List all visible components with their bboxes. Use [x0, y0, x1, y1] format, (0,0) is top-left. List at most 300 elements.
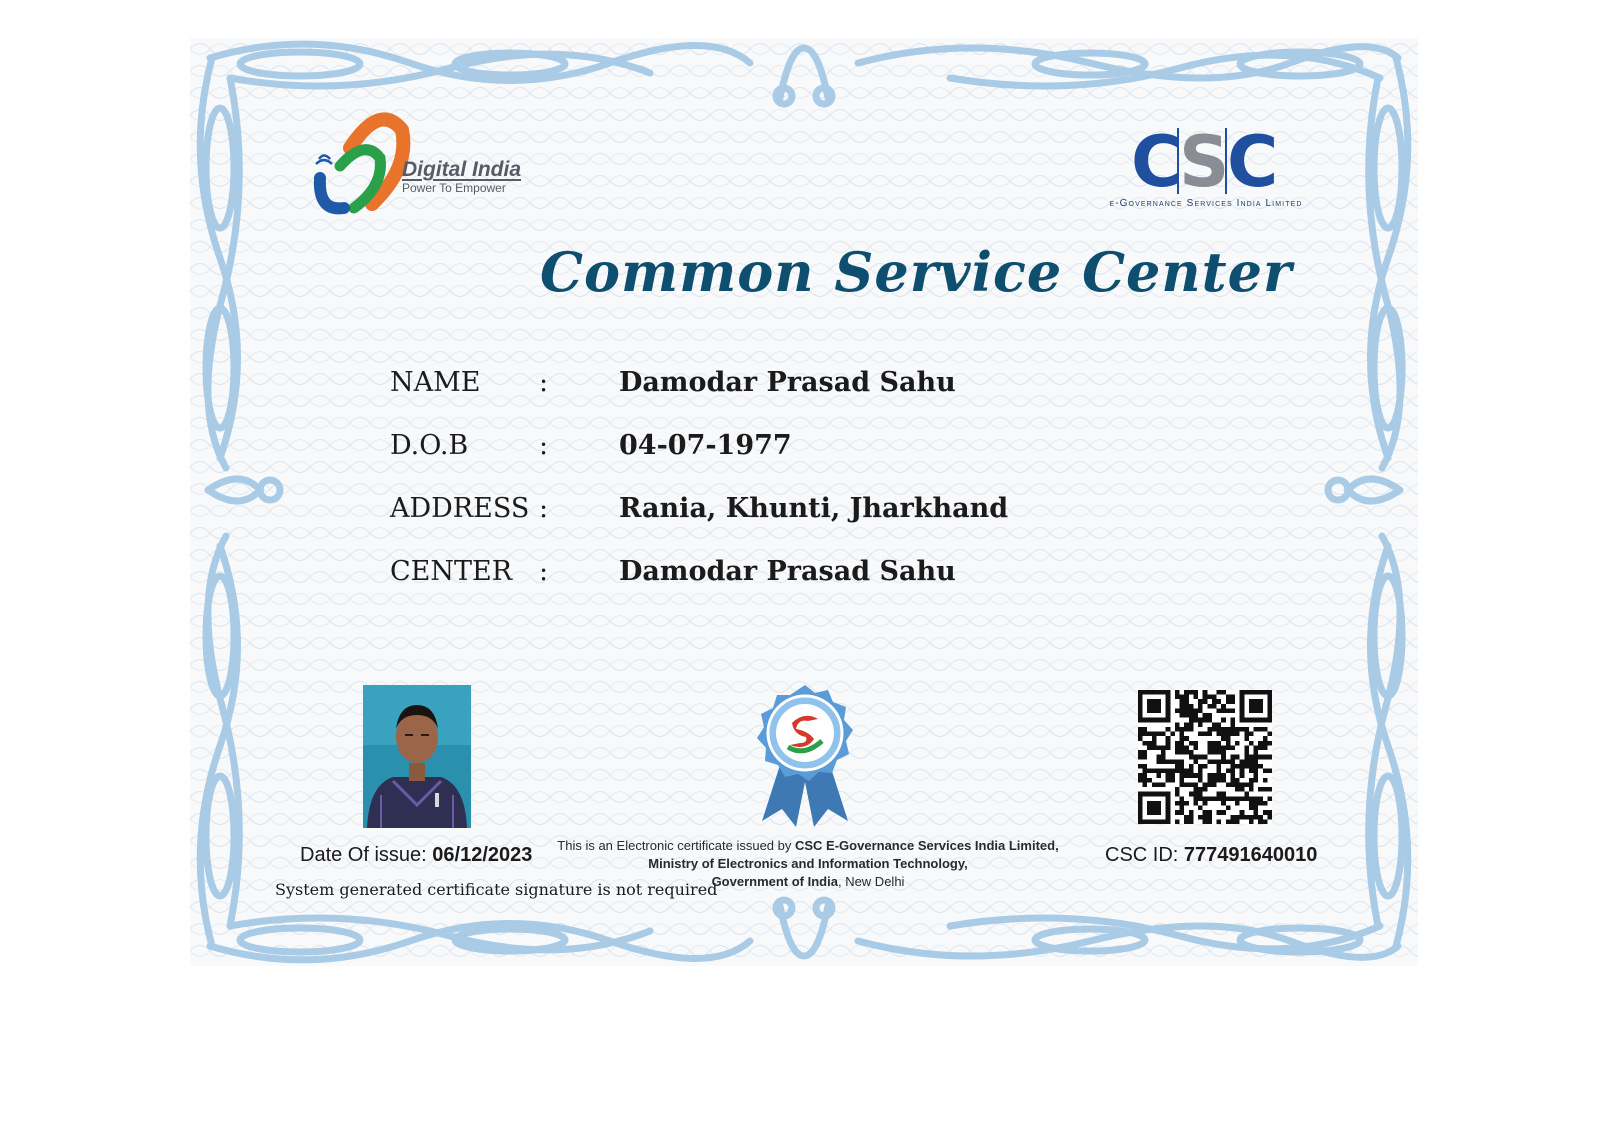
qr-module — [1166, 741, 1171, 746]
qr-module — [1254, 796, 1259, 801]
qr-module — [1221, 718, 1226, 723]
qr-module — [1184, 704, 1189, 709]
qr-module — [1193, 792, 1198, 797]
qr-module — [1221, 732, 1226, 737]
qr-module — [1244, 782, 1249, 787]
qr-module — [1212, 750, 1217, 755]
qr-module — [1193, 755, 1198, 760]
digital-india-title: Digital India — [402, 158, 522, 181]
qr-module — [1263, 755, 1268, 760]
qr-module — [1156, 745, 1161, 750]
qr-module — [1189, 690, 1194, 695]
qr-module — [1244, 732, 1249, 737]
csc-id-line — [1105, 844, 1317, 867]
qr-module — [1170, 773, 1175, 778]
qr-module — [1207, 773, 1212, 778]
qr-module — [1143, 773, 1148, 778]
qr-module — [1230, 708, 1235, 713]
qr-module — [1180, 704, 1185, 709]
qr-module — [1263, 736, 1268, 741]
qr-module — [1180, 727, 1185, 732]
qr-code — [1138, 690, 1272, 824]
qr-module — [1244, 750, 1249, 755]
qr-module — [1203, 713, 1208, 718]
qr-module — [1207, 741, 1212, 746]
qr-module — [1207, 759, 1212, 764]
qr-module — [1221, 704, 1226, 709]
qr-module — [1221, 759, 1226, 764]
qr-module — [1212, 699, 1217, 704]
qr-module — [1198, 704, 1203, 709]
qr-module — [1152, 736, 1157, 741]
qr-module — [1263, 810, 1268, 815]
qr-module — [1175, 708, 1180, 713]
qr-module — [1258, 764, 1263, 769]
digital-india-tagline: Power To Empower — [402, 181, 506, 195]
qr-module — [1235, 787, 1240, 792]
qr-module — [1189, 713, 1194, 718]
qr-module — [1254, 755, 1259, 760]
qr-module — [1184, 769, 1189, 774]
qr-module — [1166, 736, 1171, 741]
qr-module — [1212, 778, 1217, 783]
qr-module — [1240, 727, 1245, 732]
qr-module — [1230, 755, 1235, 760]
qr-module — [1212, 796, 1217, 801]
qr-module — [1221, 727, 1226, 732]
qr-module — [1207, 704, 1212, 709]
qr-module — [1212, 704, 1217, 709]
qr-module — [1198, 722, 1203, 727]
qr-module — [1198, 769, 1203, 774]
qr-module — [1189, 755, 1194, 760]
qr-module — [1175, 722, 1180, 727]
qr-module — [1161, 745, 1166, 750]
field-label: NAME — [390, 367, 481, 398]
qr-module — [1230, 819, 1235, 824]
field-colon: : — [539, 556, 549, 587]
qr-module — [1217, 741, 1222, 746]
qr-module — [1175, 810, 1180, 815]
qr-module — [1198, 787, 1203, 792]
qr-module — [1221, 750, 1226, 755]
qr-module — [1230, 769, 1235, 774]
qr-module — [1226, 732, 1231, 737]
qr-module — [1184, 745, 1189, 750]
qr-module — [1244, 745, 1249, 750]
qr-module — [1189, 727, 1194, 732]
qr-module — [1207, 796, 1212, 801]
qr-module — [1235, 732, 1240, 737]
qr-module — [1217, 699, 1222, 704]
issuer-statement — [540, 837, 1076, 891]
qr-module — [1226, 806, 1231, 811]
qr-module — [1207, 750, 1212, 755]
qr-module — [1198, 773, 1203, 778]
csc-rosette-seal — [752, 685, 858, 827]
qr-module — [1189, 750, 1194, 755]
qr-module — [1267, 810, 1272, 815]
qr-module — [1184, 722, 1189, 727]
qr-module — [1217, 769, 1222, 774]
qr-module — [1254, 810, 1259, 815]
qr-module — [1147, 745, 1152, 750]
qr-module — [1138, 732, 1143, 737]
qr-module — [1230, 732, 1235, 737]
qr-module — [1198, 778, 1203, 783]
qr-module — [1226, 759, 1231, 764]
qr-module — [1263, 778, 1268, 783]
qr-module — [1147, 732, 1152, 737]
qr-module — [1180, 732, 1185, 737]
qr-module — [1217, 778, 1222, 783]
qr-module — [1193, 759, 1198, 764]
qr-module — [1175, 690, 1180, 695]
qr-module — [1230, 727, 1235, 732]
qr-module — [1138, 750, 1143, 755]
qr-module — [1198, 792, 1203, 797]
qr-module — [1207, 778, 1212, 783]
qr-module — [1249, 801, 1254, 806]
qr-module — [1221, 736, 1226, 741]
qr-module — [1212, 773, 1217, 778]
qr-module — [1207, 815, 1212, 820]
qr-module — [1254, 764, 1259, 769]
csc-id-value: 777491640010 — [1183, 844, 1318, 866]
qr-module — [1184, 736, 1189, 741]
field-label: CENTER — [390, 556, 513, 587]
qr-module — [1203, 755, 1208, 760]
csc-logo-letter-3: C — [1227, 124, 1279, 198]
qr-module — [1143, 741, 1148, 746]
qr-module — [1175, 787, 1180, 792]
qr-module — [1184, 819, 1189, 824]
qr-module — [1235, 778, 1240, 783]
qr-module — [1184, 699, 1189, 704]
qr-module — [1147, 778, 1152, 783]
qr-module — [1175, 764, 1180, 769]
qr-module — [1217, 745, 1222, 750]
qr-module — [1226, 741, 1231, 746]
qr-module — [1189, 741, 1194, 746]
qr-module — [1226, 695, 1231, 700]
qr-module — [1180, 769, 1185, 774]
qr-module — [1221, 810, 1226, 815]
qr-module — [1249, 796, 1254, 801]
qr-finder — [1249, 699, 1263, 713]
qr-module — [1240, 759, 1245, 764]
qr-module — [1180, 796, 1185, 801]
qr-module — [1235, 727, 1240, 732]
qr-module — [1152, 741, 1157, 746]
qr-module — [1235, 801, 1240, 806]
qr-module — [1189, 810, 1194, 815]
qr-module — [1258, 819, 1263, 824]
issuer-line3-gov: Government of India — [711, 874, 838, 889]
qr-module — [1244, 792, 1249, 797]
qr-module — [1244, 736, 1249, 741]
qr-module — [1143, 778, 1148, 783]
qr-module — [1203, 801, 1208, 806]
qr-module — [1221, 755, 1226, 760]
qr-module — [1180, 708, 1185, 713]
qr-module — [1143, 750, 1148, 755]
qr-module — [1263, 787, 1268, 792]
qr-module — [1207, 782, 1212, 787]
qr-module — [1170, 778, 1175, 783]
qr-module — [1254, 773, 1259, 778]
qr-module — [1235, 764, 1240, 769]
qr-module — [1221, 796, 1226, 801]
qr-module — [1244, 796, 1249, 801]
qr-module — [1189, 815, 1194, 820]
qr-module — [1166, 759, 1171, 764]
qr-module — [1207, 695, 1212, 700]
qr-module — [1180, 764, 1185, 769]
qr-module — [1203, 810, 1208, 815]
qr-module — [1230, 745, 1235, 750]
qr-module — [1184, 708, 1189, 713]
qr-module — [1156, 782, 1161, 787]
qr-module — [1138, 755, 1143, 760]
qr-module — [1198, 764, 1203, 769]
qr-module — [1152, 745, 1157, 750]
qr-module — [1217, 732, 1222, 737]
qr-module — [1156, 755, 1161, 760]
qr-module — [1244, 727, 1249, 732]
qr-module — [1230, 796, 1235, 801]
qr-module — [1189, 704, 1194, 709]
qr-module — [1212, 759, 1217, 764]
issue-date-value: 06/12/2023 — [432, 844, 533, 866]
qr-module — [1156, 769, 1161, 774]
issuer-line1-org: CSC E-Governance Services India Limited, — [795, 838, 1059, 853]
qr-module — [1180, 773, 1185, 778]
qr-module — [1166, 773, 1171, 778]
qr-module — [1267, 815, 1272, 820]
qr-module — [1193, 708, 1198, 713]
qr-module — [1175, 750, 1180, 755]
qr-module — [1143, 782, 1148, 787]
qr-module — [1226, 796, 1231, 801]
field-label: ADDRESS — [390, 493, 530, 524]
qr-module — [1161, 755, 1166, 760]
qr-module — [1244, 755, 1249, 760]
qr-module — [1254, 745, 1259, 750]
field-value-name: Damodar Prasad Sahu — [619, 367, 956, 398]
qr-module — [1249, 819, 1254, 824]
qr-module — [1198, 755, 1203, 760]
qr-module — [1258, 801, 1263, 806]
qr-module — [1189, 773, 1194, 778]
qr-module — [1230, 718, 1235, 723]
qr-module — [1189, 792, 1194, 797]
qr-module — [1226, 769, 1231, 774]
qr-module — [1198, 815, 1203, 820]
qr-module — [1193, 690, 1198, 695]
field-colon: : — [539, 493, 549, 524]
qr-module — [1203, 819, 1208, 824]
qr-module — [1175, 695, 1180, 700]
qr-module — [1217, 722, 1222, 727]
qr-module — [1230, 759, 1235, 764]
qr-module — [1180, 782, 1185, 787]
field-value-address: Rania, Khunti, Jharkhand — [619, 493, 1009, 524]
qr-module — [1180, 806, 1185, 811]
qr-module — [1230, 764, 1235, 769]
qr-module — [1258, 755, 1263, 760]
qr-module — [1175, 745, 1180, 750]
qr-module — [1226, 745, 1231, 750]
qr-module — [1230, 722, 1235, 727]
qr-module — [1254, 806, 1259, 811]
qr-module — [1184, 690, 1189, 695]
qr-module — [1249, 815, 1254, 820]
qr-module — [1267, 755, 1272, 760]
qr-module — [1161, 750, 1166, 755]
qr-module — [1184, 815, 1189, 820]
qr-module — [1180, 810, 1185, 815]
qr-module — [1230, 815, 1235, 820]
qr-module — [1212, 782, 1217, 787]
qr-module — [1161, 759, 1166, 764]
qr-module — [1207, 732, 1212, 737]
qr-module — [1161, 732, 1166, 737]
qr-module — [1249, 764, 1254, 769]
qr-module — [1156, 759, 1161, 764]
qr-module — [1235, 755, 1240, 760]
qr-module — [1175, 759, 1180, 764]
qr-module — [1166, 769, 1171, 774]
qr-module — [1217, 708, 1222, 713]
qr-module — [1203, 718, 1208, 723]
qr-module — [1217, 810, 1222, 815]
qr-module — [1263, 745, 1268, 750]
qr-module — [1254, 801, 1259, 806]
qr-module — [1263, 727, 1268, 732]
qr-module — [1175, 819, 1180, 824]
field-value-center: Damodar Prasad Sahu — [619, 556, 956, 587]
qr-module — [1221, 792, 1226, 797]
qr-module — [1189, 819, 1194, 824]
qr-module — [1221, 690, 1226, 695]
qr-module — [1180, 741, 1185, 746]
qr-module — [1230, 695, 1235, 700]
qr-module — [1184, 727, 1189, 732]
csc-logo — [1131, 124, 1281, 198]
qr-module — [1138, 773, 1143, 778]
qr-module — [1143, 732, 1148, 737]
qr-module — [1189, 722, 1194, 727]
qr-module — [1258, 741, 1263, 746]
qr-module — [1198, 732, 1203, 737]
qr-module — [1217, 796, 1222, 801]
qr-module — [1184, 695, 1189, 700]
qr-module — [1235, 796, 1240, 801]
qr-module — [1207, 718, 1212, 723]
qr-module — [1249, 778, 1254, 783]
qr-module — [1203, 690, 1208, 695]
qr-module — [1138, 736, 1143, 741]
qr-module — [1152, 769, 1157, 774]
qr-module — [1212, 695, 1217, 700]
csc-subtitle: e-Governance Services India Limited — [1109, 198, 1303, 209]
qr-module — [1240, 796, 1245, 801]
qr-module — [1193, 773, 1198, 778]
qr-module — [1254, 769, 1259, 774]
issuer-line3-rest: , New Delhi — [837, 874, 905, 889]
qr-module — [1203, 764, 1208, 769]
qr-module — [1235, 819, 1240, 824]
qr-module — [1212, 727, 1217, 732]
qr-module — [1217, 764, 1222, 769]
qr-module — [1254, 759, 1259, 764]
qr-module — [1193, 796, 1198, 801]
qr-module — [1267, 787, 1272, 792]
qr-module — [1198, 796, 1203, 801]
qr-module — [1175, 741, 1180, 746]
qr-module — [1240, 782, 1245, 787]
qr-module — [1143, 769, 1148, 774]
qr-module — [1207, 745, 1212, 750]
qr-module — [1175, 801, 1180, 806]
qr-module — [1184, 801, 1189, 806]
qr-module — [1235, 782, 1240, 787]
qr-module — [1221, 708, 1226, 713]
qr-module — [1212, 745, 1217, 750]
qr-module — [1166, 745, 1171, 750]
qr-module — [1184, 773, 1189, 778]
signature-note: System generated certificate signature is not required — [275, 880, 718, 899]
qr-module — [1267, 732, 1272, 737]
qr-module — [1198, 718, 1203, 723]
qr-module — [1263, 801, 1268, 806]
qr-module — [1143, 764, 1148, 769]
qr-module — [1161, 769, 1166, 774]
qr-module — [1267, 741, 1272, 746]
qr-module — [1254, 750, 1259, 755]
qr-module — [1198, 708, 1203, 713]
qr-module — [1267, 796, 1272, 801]
qr-module — [1254, 778, 1259, 783]
qr-module — [1147, 741, 1152, 746]
qr-module — [1226, 708, 1231, 713]
qr-module — [1240, 764, 1245, 769]
qr-module — [1240, 773, 1245, 778]
qr-module — [1180, 750, 1185, 755]
qr-module — [1235, 815, 1240, 820]
qr-module — [1258, 745, 1263, 750]
qr-module — [1217, 792, 1222, 797]
qr-module — [1189, 769, 1194, 774]
qr-module — [1249, 806, 1254, 811]
qr-module — [1230, 773, 1235, 778]
issuer-line1-prefix: This is an Electronic certificate issued by — [557, 838, 795, 853]
qr-module — [1254, 815, 1259, 820]
qr-module — [1258, 727, 1263, 732]
qr-module — [1138, 764, 1143, 769]
qr-module — [1189, 718, 1194, 723]
qr-module — [1254, 727, 1259, 732]
qr-module — [1175, 792, 1180, 797]
qr-module — [1193, 787, 1198, 792]
qr-module — [1180, 801, 1185, 806]
qr-module — [1244, 764, 1249, 769]
certificate-title: Common Service Center — [540, 240, 1293, 304]
qr-module — [1180, 759, 1185, 764]
qr-module — [1249, 787, 1254, 792]
qr-module — [1249, 759, 1254, 764]
